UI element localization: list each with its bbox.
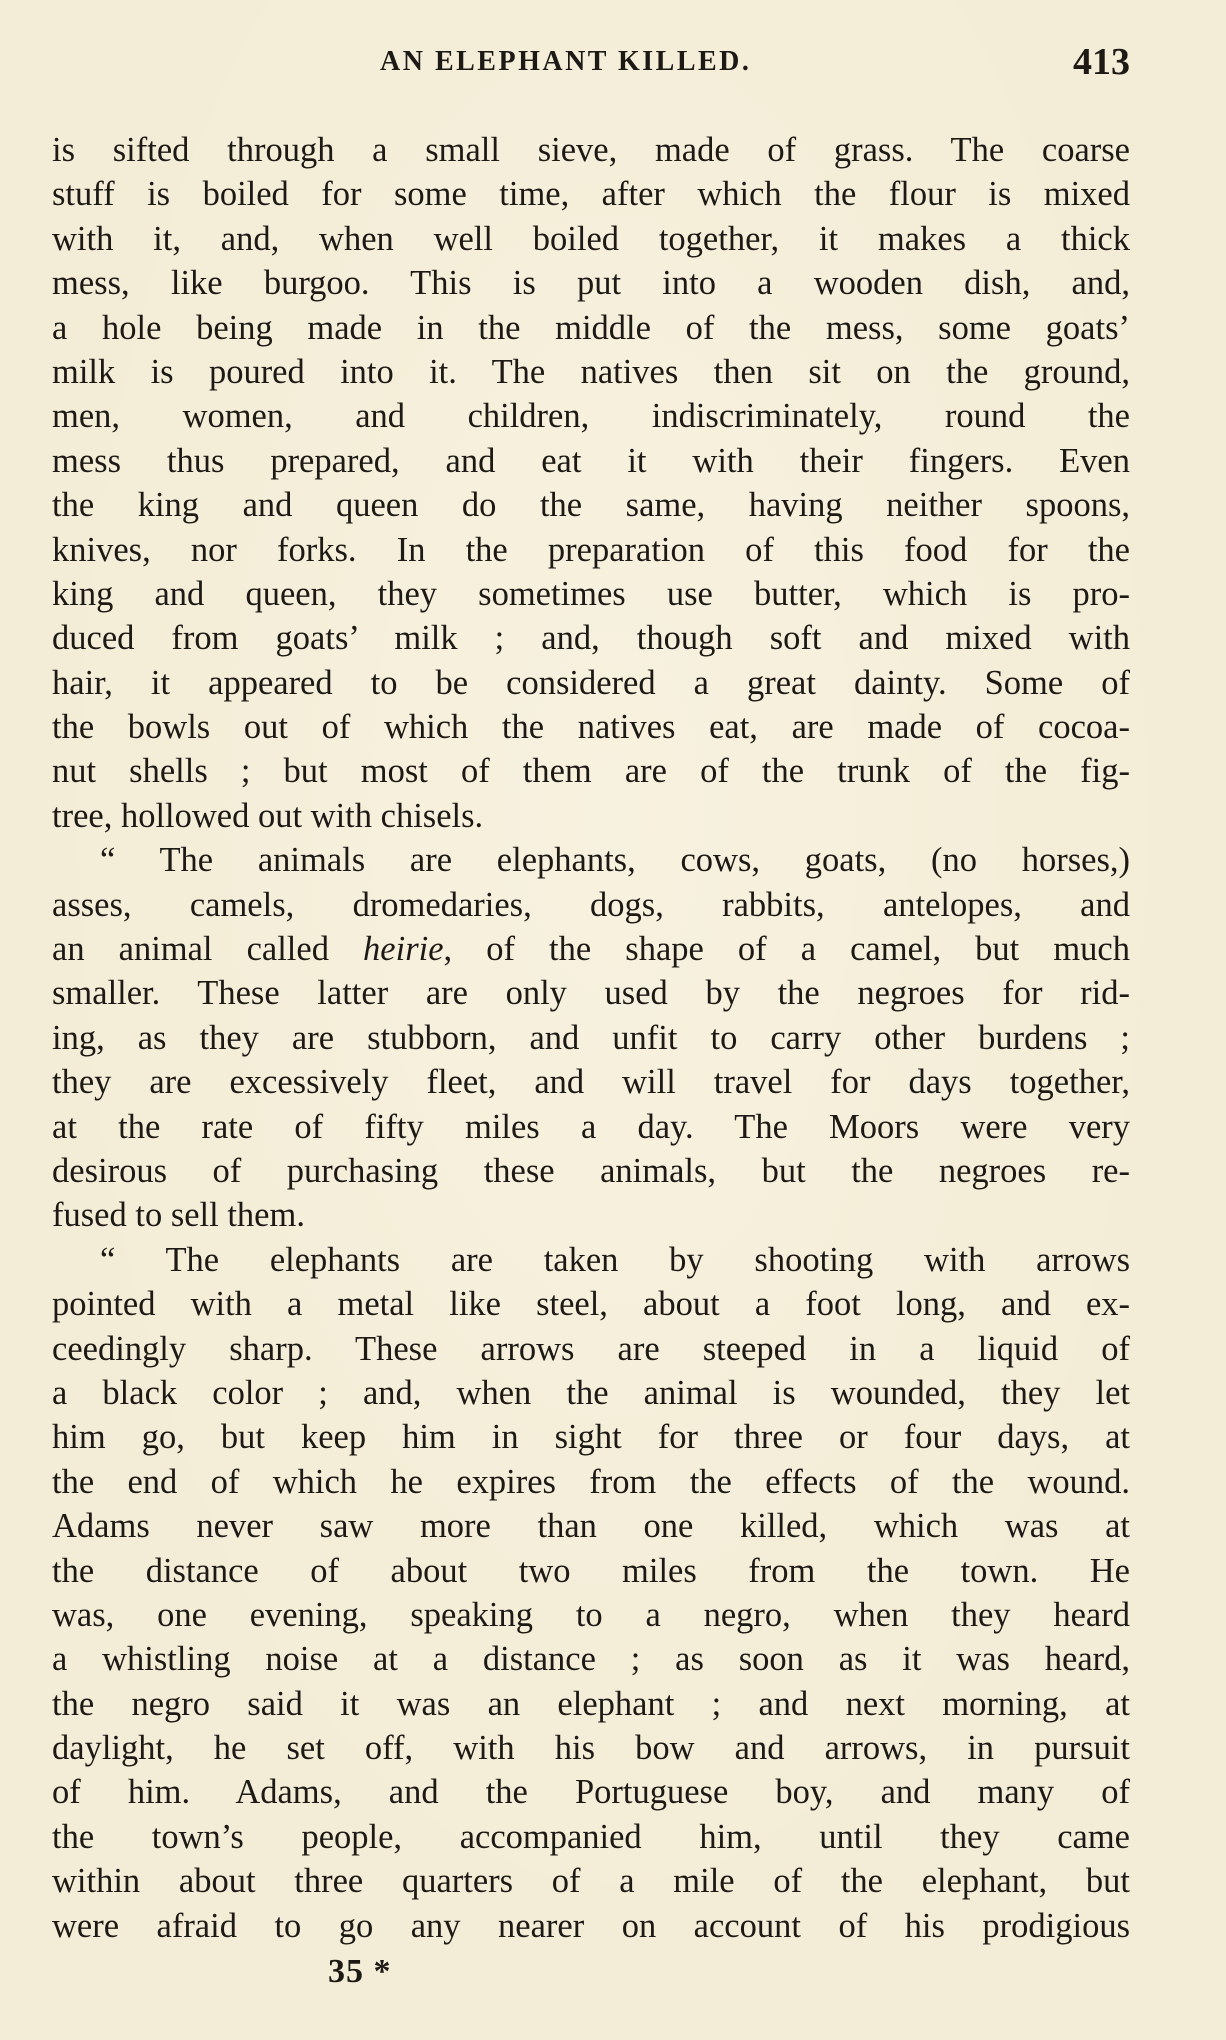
text-line: “ The animals are elephants, cows, goats, (no horses,) — [100, 841, 1130, 880]
signature-mark: 35 * — [328, 1953, 392, 1990]
text-line: a black color ; and, when the animal is wounded, they let — [52, 1373, 1130, 1412]
text-line: pointed with a metal like steel, about a foot long, and ex- — [52, 1285, 1130, 1324]
text-line: daylight, he set off, with his bow and arrows, in pursuit — [52, 1729, 1130, 1768]
text-line: “ The elephants are taken by shooting with arrows — [100, 1240, 1130, 1279]
text-line: of him. Adams, and the Portuguese boy, and many of — [52, 1773, 1130, 1812]
text-line: duced from goats’ milk ; and, though soft and mixed with — [52, 619, 1130, 658]
text-line: desirous of purchasing these animals, but the negroes re- — [52, 1151, 1130, 1190]
text-line: the distance of about two miles from the town. He — [52, 1551, 1130, 1590]
text-line: tree, hollowed out with chisels. — [52, 796, 484, 835]
text-line: asses, camels, dromedaries, dogs, rabbits, antelopes, and — [52, 885, 1130, 924]
text-fragment: , of the shape of a camel, but much — [443, 930, 1130, 969]
text-line: hair, it appeared to be considered a great dainty. Some of — [52, 663, 1130, 702]
text-line: the negro said it was an elephant ; and next morning, at — [52, 1684, 1130, 1723]
text-line: stuff is boiled for some time, after which the flour is mixed — [52, 175, 1130, 214]
page-header — [50, 42, 1130, 92]
italic-term: heirie — [363, 930, 444, 969]
text-line: they are excessively fleet, and will travel for days together, — [52, 1063, 1130, 1102]
text-line: a whistling noise at a distance ; as soon as it was heard, — [52, 1640, 1130, 1679]
text-line: milk is poured into it. The natives then sit on the ground, — [52, 352, 1130, 391]
text-line: men, women, and children, indiscriminately, round the — [52, 397, 1130, 436]
text-line: nut shells ; but most of them are of the trunk of the fig- — [52, 752, 1130, 791]
text-line: was, one evening, speaking to a negro, when they heard — [52, 1595, 1130, 1634]
text-line: knives, nor forks. In the preparation of this food for the — [52, 530, 1130, 569]
text-line: at the rate of fifty miles a day. The Moors were very — [52, 1107, 1130, 1146]
text-line: within about three quarters of a mile of the elephant, but — [52, 1862, 1130, 1901]
text-fragment: an animal called — [52, 930, 364, 969]
text-line — [52, 927, 1130, 971]
text-line: is sifted through a small sieve, made of grass. The coarse — [52, 131, 1130, 169]
text-line: ceedingly sharp. These arrows are steeped in a liquid of — [52, 1329, 1130, 1368]
text-line: the king and queen do the same, having neither spoons, — [52, 486, 1130, 525]
text-line: the end of which he expires from the effects of the wound. — [52, 1462, 1130, 1501]
body-text — [52, 128, 1130, 1948]
text-line: Adams never saw more than one killed, which was at — [52, 1507, 1130, 1546]
text-line: with it, and, when well boiled together, it makes a thick — [52, 219, 1130, 258]
text-line: a hole being made in the middle of the mess, some goats’ — [52, 308, 1130, 347]
text-line: fused to sell them. — [52, 1196, 305, 1235]
running-title: AN ELEPHANT KILLED. — [380, 46, 752, 77]
text-line: him go, but keep him in sight for three or four days, at — [52, 1418, 1130, 1457]
text-line: smaller. These latter are only used by the negroes for rid- — [52, 974, 1130, 1013]
text-line: king and queen, they sometimes use butter, which is pro- — [52, 574, 1130, 613]
text-line: mess, like burgoo. This is put into a wooden dish, and, — [52, 264, 1130, 303]
text-line: were afraid to go any nearer on account of his prodigious — [52, 1906, 1130, 1945]
text-line: the bowls out of which the natives eat, are made of cocoa- — [52, 708, 1130, 747]
text-line: mess thus prepared, and eat it with their fingers. Even — [52, 441, 1130, 480]
page-number: 413 — [1073, 41, 1130, 83]
text-line: ing, as they are stubborn, and unfit to carry other burdens ; — [52, 1018, 1130, 1057]
text-line: the town’s people, accompanied him, until they came — [52, 1817, 1130, 1856]
